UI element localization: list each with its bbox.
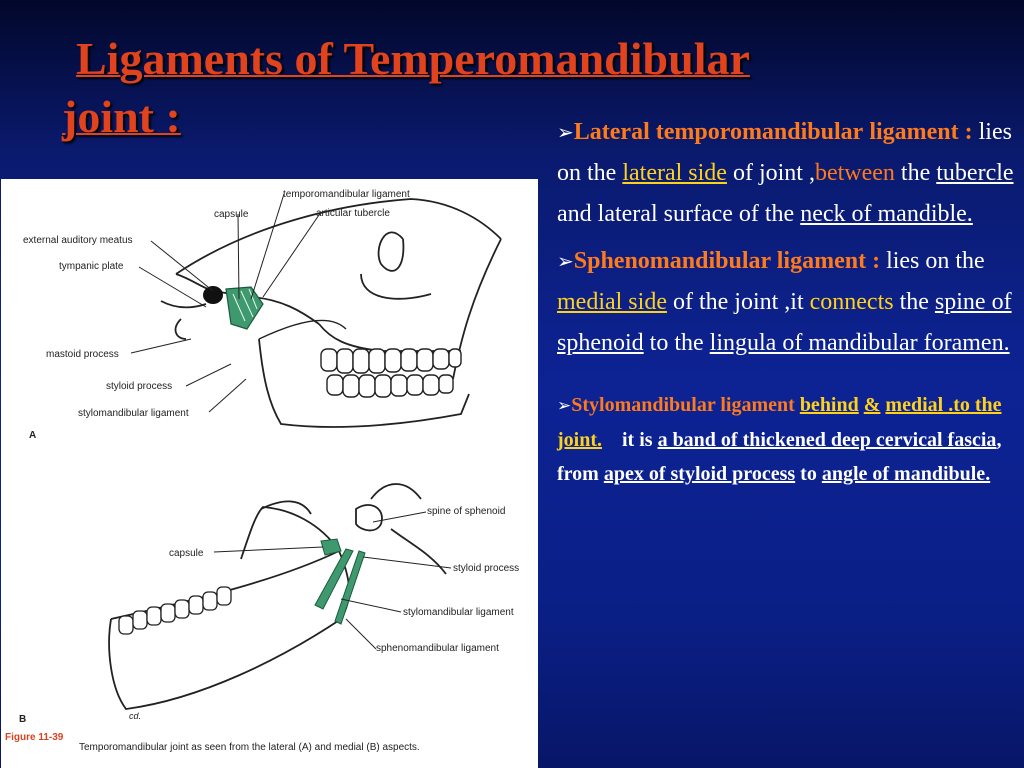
label-b-styloid-process: styloid process [453,563,520,574]
bullet-2-heading: Sphenomandibular ligament : [573,248,881,274]
tmj-illustration [1,179,538,768]
label-a-temporomandibular-ligament: temporomandibular ligament [283,189,410,200]
bullet-2-connects: connects [809,289,894,315]
bullet-3-medial: medial .to the joint. [557,394,1002,451]
bullet-3-ampersand: & [863,394,881,416]
label-b-stylomandibular-ligament: stylomandibular ligament [403,607,514,618]
figure-caption-label: Figure 11-39 [5,732,64,743]
label-a-stylomandibular-ligament: stylomandibular ligament [78,408,189,419]
ligaments-medial [315,539,365,624]
bullet-3-it-is: it is [622,429,653,451]
label-a-capsule: capsule [214,209,249,220]
panel-b-letter: B [19,714,27,725]
bullet-1-heading: Lateral temporomandibular [573,119,864,145]
bullet-1-text-3: the [894,160,937,186]
bullet-1-neck-of-mandible: neck of mandible. [800,201,973,227]
title-line-1: Ligaments of Temperomandibular [76,33,750,84]
label-b-capsule: capsule [169,548,204,559]
bullet-2-spine-of: spine of [934,289,1012,315]
bullet-sphenomandibular-ligament [557,241,1015,364]
label-b-spine-of-sphenoid: spine of sphenoid [427,506,506,517]
title-line-2: joint : [62,91,181,142]
bullet-stylomandibular-ligament [557,388,1015,491]
tmj-figure [1,179,538,768]
bullet-3-to: to [800,463,817,485]
bullet-3-angle-of-mandible: angle of mandibule. [821,463,991,485]
figure-caption-text: Temporomandibular joint as seen from the lateral (A) and medial (B) aspects. [79,742,420,753]
bullet-3-behind: behind [799,394,859,416]
arrow-bullet-icon: ➢ [557,396,572,416]
bullet-1-heading-2: ligament : [869,119,973,145]
bullet-3-band-of-fascia: a band of thickened deep cervical fascia [657,429,997,451]
bullet-1-between: between [814,160,895,186]
lower-teeth [327,375,453,397]
bullet-1-tubercle: tubercle [936,160,1014,186]
label-a-articular-tubercle: articular tubercle [316,208,390,219]
label-a-mastoid-process: mastoid process [46,349,119,360]
arrow-bullet-icon: ➢ [557,120,574,144]
label-a-tympanic-plate: tympanic plate [59,261,124,272]
label-a-external-auditory-meatus: external auditory meatus [23,235,133,246]
temporomandibular-ligament-a [226,287,263,329]
bullet-1-text-4: and lateral surface of the [557,201,801,227]
bullet-2-sphenoid: sphenoid [557,330,644,356]
bullet-3-comma: , [996,429,1002,451]
bullet-3-heading: Stylomandibular ligament [571,394,795,416]
bullet-3-from: from [557,463,599,485]
panel-a-letter: A [29,430,37,441]
bullet-list [557,112,1015,491]
bullet-1-lateral-side: lateral side [622,160,727,186]
label-a-styloid-process: styloid process [106,381,173,392]
panel-a-leader-lines [131,194,321,412]
bullet-2-lingula: lingula of mandibular foramen. [709,330,1010,356]
label-b-sphenomandibular-ligament: sphenomandibular ligament [376,643,499,654]
upper-teeth [321,349,461,373]
bullet-2-text-1: lies on the [880,248,985,274]
bullet-3-apex-of-styloid: apex of styloid process [603,463,796,485]
bullet-lateral-ligament [557,112,1015,235]
artist-signature: cd. [129,711,142,721]
bullet-2-text-2: of the joint ,it [666,289,810,315]
bullet-1-text-2: of joint , [726,160,815,186]
arrow-bullet-icon: ➢ [557,249,574,273]
bullet-1-text-1: lies on the [557,119,1012,186]
bullet-2-text-3: the [893,289,935,315]
bullet-2-text-5: to the [643,330,710,356]
bullet-2-medial-side: medial side [557,289,667,315]
lower-teeth-medial [119,587,231,634]
